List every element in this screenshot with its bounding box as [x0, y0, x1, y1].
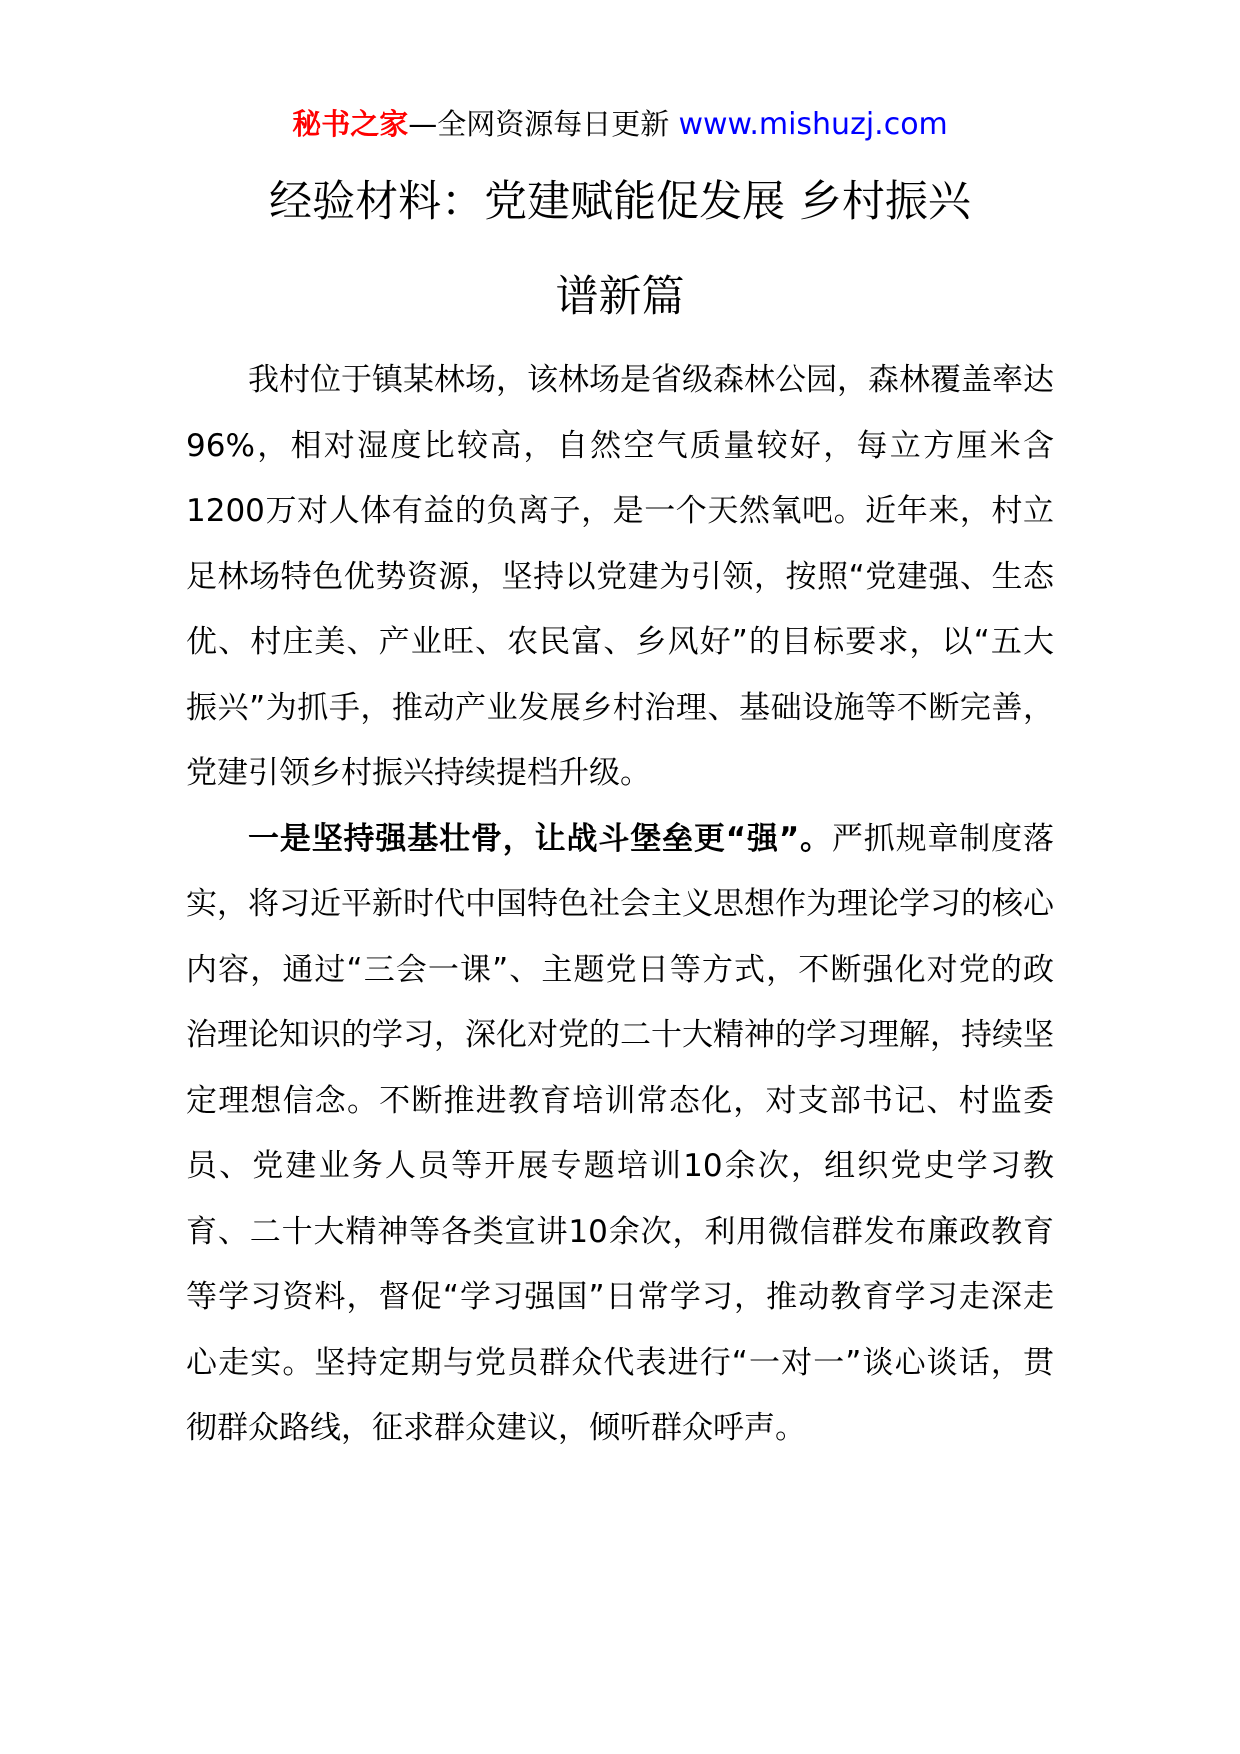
document-title — [140, 155, 1100, 345]
site-link[interactable]: www.mishuzj.com — [678, 107, 948, 142]
document-body — [186, 348, 1054, 1462]
section-1-text: 严抓规章制度落实，将习近平新时代中国特色社会主义思想作为理论学习的核心内容，通过“三会一课”、主题党日等方式，不断强化对党的政治理论知识的学习，深化对党的二十大精神的学习理解，持续坚定理想信念。不断推进教育培训常态化，对支部书记、村监委员、党建业务人员等开展专题培训10余次，组织党史学习教育、二十大精神等各类宣讲10余次，利用微信群发布廉政教育等学习资料，督促“学习强国”日常学习，推动教育学习走深走心走实。坚持定期与党员群众代表进行“一对一”谈心谈话，贯彻群众路线，征求群众建议，倾听群众呼声。 — [186, 820, 1055, 1446]
title-line-1: 经验材料：党建赋能促发展 乡村振兴 — [269, 177, 971, 227]
section-1-heading: 一是坚持强基壮骨，让战斗堡垒更“强”。 — [248, 820, 832, 857]
title-line-2: 谱新篇 — [555, 272, 685, 322]
site-header — [0, 103, 1240, 146]
paragraph-intro-text: 我村位于镇某林场，该林场是省级森林公园，森林覆盖率达96%，相对湿度比较高，自然空气质量较好，每立方厘米含1200万对人体有益的负离子，是一个天然氧吧。近年来，村立足林场特色优势资源，坚持以党建为引领，按照“党建强、生态优、村庄美、产业旺、农民富、乡风好”的目标要求，以“五大振兴”为抓手，推动产业发展乡村治理、基础设施等不断完善，党建引领乡村振兴持续提档升级。 — [186, 362, 1054, 791]
paragraph-section-1 — [186, 807, 1054, 1462]
paragraph-intro — [186, 348, 1054, 807]
brand-name: 秘书之家 — [292, 107, 409, 141]
header-tagline: —全网资源每日更新 — [408, 107, 679, 141]
